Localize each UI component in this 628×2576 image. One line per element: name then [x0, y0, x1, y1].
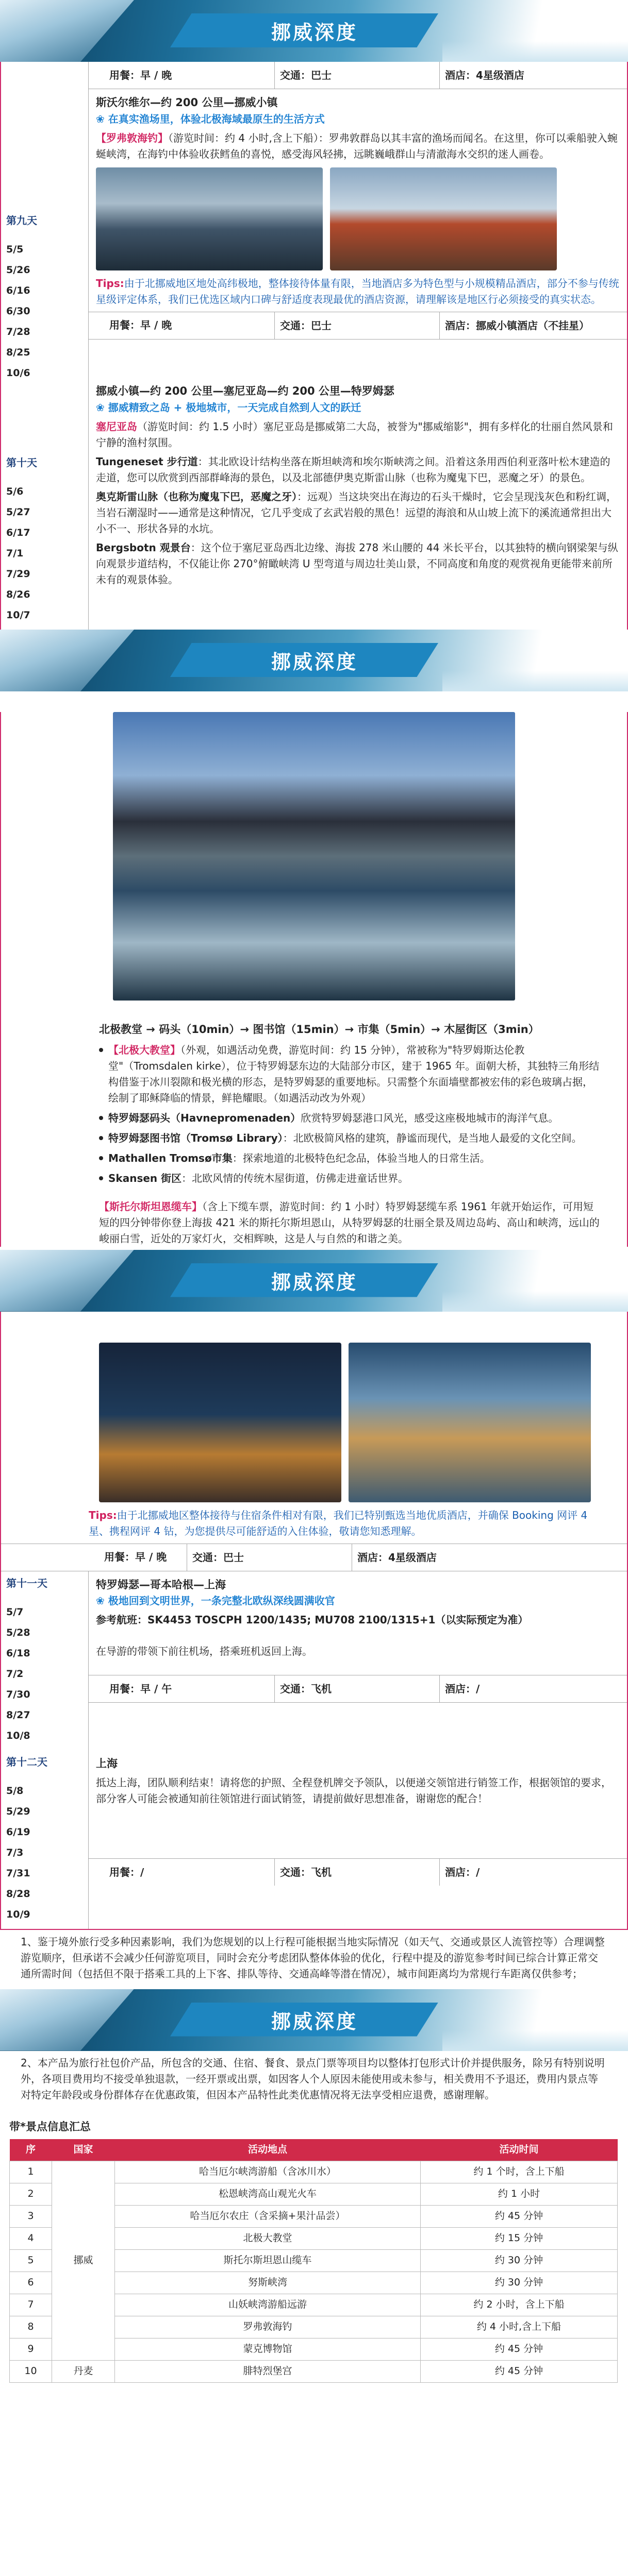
fisherman-photo	[330, 167, 557, 270]
day-10-name: 第十天	[6, 456, 37, 469]
banner-3: 挪威深度	[0, 1250, 628, 1312]
day-9-tag: ❀ 在真实渔场里，体验北极海域最原生的生活方式	[96, 112, 325, 125]
table-row: 9 蒙克博物馆 约 45 分钟	[10, 2338, 618, 2361]
day-9-tips: Tips:由于北挪威地区地处高纬极地，整体接待体量有限，当地酒店多为特色型与小规模精品酒店，部分不参与传统星级评定体系，我们已优选区域内口碑与舒适度表现最优的酒店资源，请理解该是地区行必须接受的真实状态。	[96, 277, 619, 306]
day-11-tag: ❀ 极地回到文明世界，一条完整北欧纵深线圆满收官	[96, 1595, 335, 1607]
day-9	[0, 89, 628, 378]
table-row: 10 丹麦 腓特烈堡宫 约 45 分钟	[10, 2361, 618, 2383]
meals: 用餐：早 / 晚	[109, 69, 172, 81]
day-11-name: 第十一天	[6, 1577, 47, 1589]
day-9-name: 第九天	[6, 214, 37, 227]
fishing-boat-photo	[96, 167, 323, 270]
iceberg-image	[0, 0, 134, 62]
table-row: 1 挪威 哈当厄尔峡湾游船（含冰川水） 约 1 个时，含上下船	[10, 2161, 618, 2183]
tromso-route: 北极教堂 → 码头（10min）→ 图书馆（15min）→ 市集（5min）→ 木屋街区（3min）	[99, 1023, 539, 1036]
banner-2: 挪威深度	[0, 630, 628, 691]
note-1: 1、鉴于境外旅行受多种因素影响，我们为您规划的以上行程可能根据当地实际情况（如天气、交通或景区人流管控等）合理调整游览顺序，但承诺不会减少任何游览项目，同时会充分考虑团队整体体验的优化，行程中提及的游览参考时间已综合计算正常交通所需时间（包括但不限于搭乘工具的上下客、排队等待、交通高峰等潜在情况），城市间距离均为常规行车距离仅供参考；	[21, 1935, 605, 1980]
flight-info: 参考航班：SK4453 TOSCPH 1200/1435; MU708 2100/1315+1（以实际预定为准）	[96, 1614, 528, 1626]
day-11-route: 特罗姆瑟—哥本哈根—上海	[96, 1578, 226, 1591]
table-row: 7 山妖峡湾游船远游 约 2 小时，含上下船	[10, 2294, 618, 2316]
transport: 交通：巴士	[274, 62, 439, 89]
day-prev-info	[0, 62, 628, 89]
day-11: 第十一天 5/7 5/28 6/18 7/2 7/30 8/27 10/8 特罗姆瑟—哥本哈根—上海 ❀ 极地回到文明世界，一条完整北欧纵深线圆满收官 参考航班：SK4453 TOSCPH 1200/1435; MU708 2100/1315+1（以实际预定为准） 在导游的带领下前往机场，搭乘班机返回上海。 用餐：早 / 午 交通：飞机 酒店：/	[0, 1571, 628, 1750]
table-row: 4 北极大教堂 约 15 分钟	[10, 2228, 618, 2250]
mountain-coast-photo	[113, 712, 515, 1001]
table-row: 2 松恩峡湾高山观光火车 约 1 小时	[10, 2183, 618, 2206]
fishing-paragraph: 【罗弗敦海钓】（游览时间：约 4 小时,含上下船）：罗弗敦群岛以其丰富的渔场而闻名。在这里，你可以乘船驶入蜿蜒峡湾，在海钓中体验收获鳕鱼的喜悦，感受海风轻拂，远眺巍峨群山与清澈海水交织的迷人画卷。	[96, 131, 618, 160]
day-10-dates: 5/6 5/27 6/17 7/1 7/29 8/26 10/7	[6, 486, 30, 621]
day-10-tips: Tips:由于北挪威地区整体接待与住宿条件相对有限，我们已特别甄选当地优质酒店，并确保 Booking 网评 4 星、携程网评 4 钻，为您提供尽可能舒适的入住体验，敬请您知悉理解。	[89, 1509, 588, 1537]
banner-4: 挪威深度	[0, 1989, 628, 2051]
fishing-photos	[96, 167, 620, 270]
day-10-meal-row: 用餐：早 / 晚 交通：巴士 酒店：4星级酒店	[1, 1544, 627, 1571]
day-10-route: 挪威小镇—约 200 公里—塞尼亚岛—约 200 公里—特罗姆瑟	[96, 385, 394, 397]
notes	[0, 1930, 628, 1989]
sea-decoration	[442, 41, 628, 62]
meal-row	[89, 62, 627, 89]
table-row: 5 斯托尔斯坦恩山缆车 约 30 分钟	[10, 2250, 618, 2272]
day-12-route: 上海	[96, 1757, 118, 1770]
day-12-meal-row: 用餐：/ 交通：飞机 酒店：/	[89, 1858, 627, 1886]
table-row: 8 罗弗敦海钓 约 4 小时,含上下船	[10, 2316, 618, 2338]
banner-title: 挪威深度	[271, 21, 358, 44]
cable-car-photo	[99, 1343, 341, 1502]
day-9-dates: 5/5 5/26 6/16 6/30 7/28 8/25 10/6	[6, 244, 30, 379]
day-12: 第十二天 5/8 5/29 6/19 7/3 7/31 8/28 10/9 上海 抵达上海，团队顺利结束！请将您的护照、全程登机牌交予领队，以便递交领馆进行销签工作，根据领馆的要求，部分客人可能会被通知前往领馆进行面试销签，请提前做好思想准备，谢谢您的配合！ 用餐：/ 交通：飞机 酒店：/	[0, 1750, 628, 1930]
summary-title: 带*景点信息汇总	[9, 2120, 91, 2133]
attractions-table: 序 国家 活动地点 活动时间 1 挪威 哈当厄尔峡湾游船（含冰川水） 约 1 个时，含上下船 2 松恩峡湾高山观光火车 约 1 小时 3 哈当厄尔农庄（含采摘+果汁品尝） 约 45 分钟 4 北极大教堂 约 15 分钟 5 斯托尔斯坦恩山缆车 约 30 分钟 6 努斯峡湾 约 30 分钟 7 山妖峡湾游船远游 约 2 小时，含上下船 8 罗弗敦海钓 约 4 小时,含上下船 9 蒙克博物馆 约 45 分钟 10 丹麦 腓特烈堡宫 约 45 分钟	[9, 2139, 618, 2383]
day-10-tag: ❀ 挪威精致之岛 + 极地城市，一天完成自然到人文的跃迁	[96, 401, 361, 414]
table-row: 6 努斯峡湾 约 30 分钟	[10, 2272, 618, 2294]
day-9-meal-row: 用餐：早 / 晚 交通：巴士 酒店：挪威小镇酒店（不挂星）	[89, 312, 627, 340]
day-10-continued: 北极教堂 → 码头（10min）→ 图书馆（15min）→ 市集（5min）→ 木屋街区（3min） 【北极大教堂】（外观，如遇活动免费，游览时间：约 15 分钟），常被称为"特罗姆斯达伦教堂"（Tromsdalen kirke），位于特罗姆瑟东边的大陆部分市区，建于 1965 年。面朝大桥，其独特三角形结构借鉴于冰川裂隙和极光横的形态，是特罗姆瑟的重要地标。只需整个东面墙壁都被宏伟的彩色玻璃占据，绘制了耶稣降临的情景，鲜艳耀眼。（如遇活动改为外观） 特罗姆瑟码头（Havnepromenaden）欣赏特罗姆瑟港口风光，感受这座极地城市的海洋气息。 特罗姆瑟图书馆（Tromsø Library）：北欧极简风格的建筑，静谧而现代，是当地人最爱的文化空间。 Mathallen Tromsø市集：探索地道的北极特色纪念品，体验当地人的日常生活。 Skansen 街区：北欧风情的传统木屋街道，仿佛走进童话世界。 【斯托尔斯坦恩缆车】（含上下缆车票，游览时间：约 1 小时）特罗姆瑟缆车系 1961 年就开始运作，可用短短的四分钟带你登上海拔 421 米的斯托尔斯坦恩山，从特罗姆瑟的壮丽全景及周边岛屿、高山和峡湾，远山的峻丽白雪，近处的万家灯火，交相辉映，这是人与自然的和谐之美。	[0, 712, 628, 1247]
hotel: 酒店：4星级酒店	[439, 62, 627, 89]
tromso-aerial-photo	[349, 1343, 591, 1502]
day-11-meal-row: 用餐：早 / 午 交通：飞机 酒店：/	[89, 1675, 627, 1703]
note-2: 2、本产品为旅行社包价产品，所包含的交通、住宿、餐食、景点门票等项目均以整体打包形式计价并提供服务，除另有特别说明外，各项目费用均不接受单独退款，一经开票或出票，如因客人个人原因未能使用或未参与，相关费用不予退还，费用内景点等对特定年龄段或身份群体存在优惠政策，但因本产品特性此类优惠情况将无法享受相应退费，感谢理解。	[21, 2056, 605, 2101]
day-10: 第十天 5/6 5/27 6/17 7/1 7/29 8/26 10/7 挪威小镇—约 200 公里—塞尼亚岛—约 200 公里—特罗姆瑟 ❀ 挪威精致之岛 + 极地城市，一天完成自然到人文的跃迁 塞尼亚岛（游览时间：约 1.5 小时）塞尼亚岛是挪威第二大岛，被誉为"挪威缩影"，拥有多样化的壮丽自然风景和宁静的渔村氛围。 Tungeneset 步行道：其北欧设计结构坐落在斯坦峡湾和埃尔斯峡湾之间。沿着这条用西伯利亚落叶松木建造的走道，您可以欣赏到西部群峰海的景色，以及北部德伊奥克斯雷山脉（也称为魔鬼下巴，恶魔之牙）的景色。 奥克斯雷山脉（也称为魔鬼下巴，恶魔之牙）：远观）当这块突出在海边的石头干燥时，它会呈现浅灰色和粉红调，当岩石潮湿时——通常是这种情况，它几乎变成了玄武岩般的黑色！远望的海浪和从山坡上流下的溪流通常担出大小不一、形状各异的水坑。 Bergsbotn 观景台：这个位于塞尼亚岛西北边缘、海拔 278 米山腰的 44 米长平台，以其独特的横向钢梁架与纵向观景步道结构，不仅能让你 270°俯瞰峡湾 U 型弯道与周边壮美山景，不同高度和角度的观赏视角更能带来前所未有的观景体验。	[0, 378, 628, 630]
day-9-route: 斯沃尔维尔—约 200 公里—挪威小镇	[96, 96, 278, 109]
day-12-name: 第十二天	[6, 1755, 47, 1768]
day-10-photos	[0, 1312, 628, 1571]
table-row: 3 哈当厄尔农庄（含采摘+果汁品尝） 约 45 分钟	[10, 2206, 618, 2228]
banner	[0, 0, 628, 62]
